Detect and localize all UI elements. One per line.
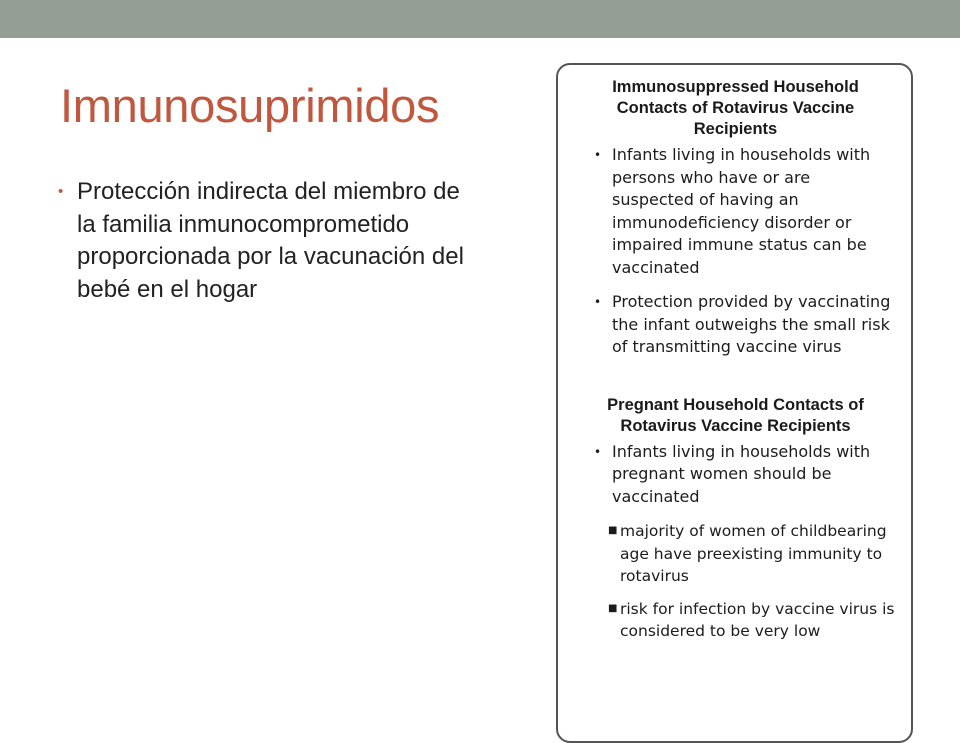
ref-sub-list-item	[608, 520, 895, 588]
pregnant-heading: Pregnant Household Contacts of Rotavirus Vaccine Recipients	[607, 395, 864, 435]
ref-sub-item-text: majority of women of childbearing age have preexisting immunity to rotavirus	[620, 522, 887, 585]
body-bullet-text: Protección indirecta del miembro de la familia inmunocomprometido proporcionada por la vacunación del bebé en el hogar	[77, 178, 464, 303]
bullet-dot-icon: •	[58, 183, 64, 200]
bullet-dot-icon: •	[594, 295, 602, 309]
ref-item-text: Protection provided by vaccinating the infant outweighs the small risk of transmitting vaccine virus	[612, 292, 891, 356]
pregnant-list	[588, 441, 895, 643]
top-accent-bar	[0, 0, 960, 38]
body-bullet-item	[58, 176, 468, 306]
body-bullet-list	[58, 176, 468, 306]
ref-list-item	[588, 441, 895, 509]
ref-sub-list-item	[608, 598, 895, 643]
ref-item-text: Infants living in households with pregnant women should be vaccinated	[612, 441, 871, 506]
ref-item-text: Infants living in households with persons who have or are suspected of having an immunodeficiency disorder or impaired immune status can be vaccinated	[612, 145, 871, 277]
square-bullet-icon: ■	[608, 602, 618, 614]
ref-list-item	[588, 291, 895, 359]
immunosuppressed-list	[588, 144, 895, 359]
immunosuppressed-heading: Immunosuppressed Household Contacts of Rotavirus Vaccine Recipients	[612, 78, 859, 138]
bullet-dot-icon: •	[594, 444, 602, 459]
bullet-dot-icon: •	[594, 148, 602, 162]
ref-list-item	[588, 144, 895, 279]
reference-box	[556, 63, 913, 743]
ref-sub-item-text: risk for infection by vaccine virus is considered to be very low	[620, 599, 895, 640]
square-bullet-icon: ■	[608, 525, 618, 536]
slide-title: Imnunosuprimidos	[60, 79, 440, 132]
